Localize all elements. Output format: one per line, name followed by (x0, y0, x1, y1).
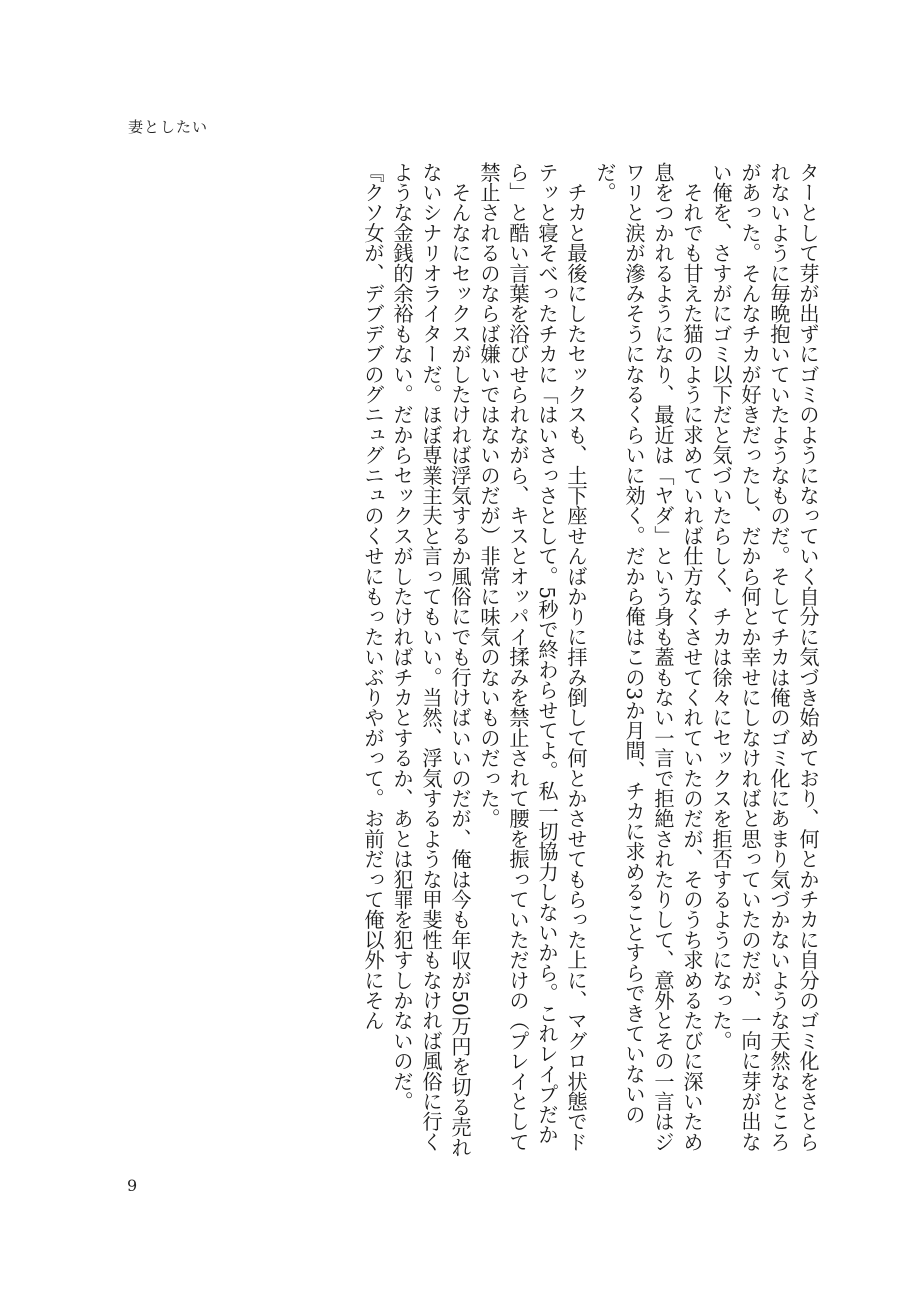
paragraph: そんなにセックスがしたければ浮気するか風俗にでも行けばいいのだが、俺は今も年収が50万円を切る売れないシナリオライターだ。ほぼ専業主夫と言ってもいい。当然、浮気するような甲斐性もなければ風俗に行くような金銭的余裕もない。だからセックスがしたければチカとするか、あとは犯罪を犯すしかないのだ。 (390, 162, 472, 1158)
paragraph: それでも甘えた猫のように求めていれば仕方なくさせてくれていたのだが、そのうち求めるたびに深いため息をつかれるようになり、最近は「ヤダ」という身も蓋もない一言で拒絶されたりして、意外とその一言はジワリと涙が滲みそうになるくらいに効く。だから俺はこの3か月間、チカに求めることすらできていないのだ。 (593, 162, 704, 1152)
paragraph: 『クソ女が、デブデブのグニュグニュのくせにもったいぶりやがって。お前だって俺以外にそん (361, 162, 385, 1031)
running-head: 妻としたい (128, 118, 209, 136)
paragraph: ターとして芽が出ずにゴミのようになっていく自分に気づき始めており、何とかチカに自分のゴミ化をさとられないように毎晩抱いていたようなものだ。そしてチカは俺のゴミ化にあまり気づかないような天然なところがあった。そんなチカが好きだったし、だから何とか幸せにしなければと思っていたのだが、一向に芽が出ない俺を、さすがにゴミ以下だと気づいたらしく、チカは徐々にセックスを拒否するようになった。 (709, 162, 820, 1152)
page-number: 9 (127, 1176, 138, 1195)
vertical-body-text (142, 162, 822, 1162)
paragraph: チカと最後にしたセックスも、土下座せんばかりに拝み倒して何とかさせてもらった上に、マグロ状態でドテッと寝そべったチカに「はいさっさとして。5秒で終わらせてよ。私一切協力しないから。これレイプだから」と酷い言葉を浴びせられながら、キスとオッパイ揉みを禁止されて腰を振っていただけの（プレイとして禁止されるのならば嫌いではないのだが）非常に味気のないものだった。 (477, 162, 588, 1152)
